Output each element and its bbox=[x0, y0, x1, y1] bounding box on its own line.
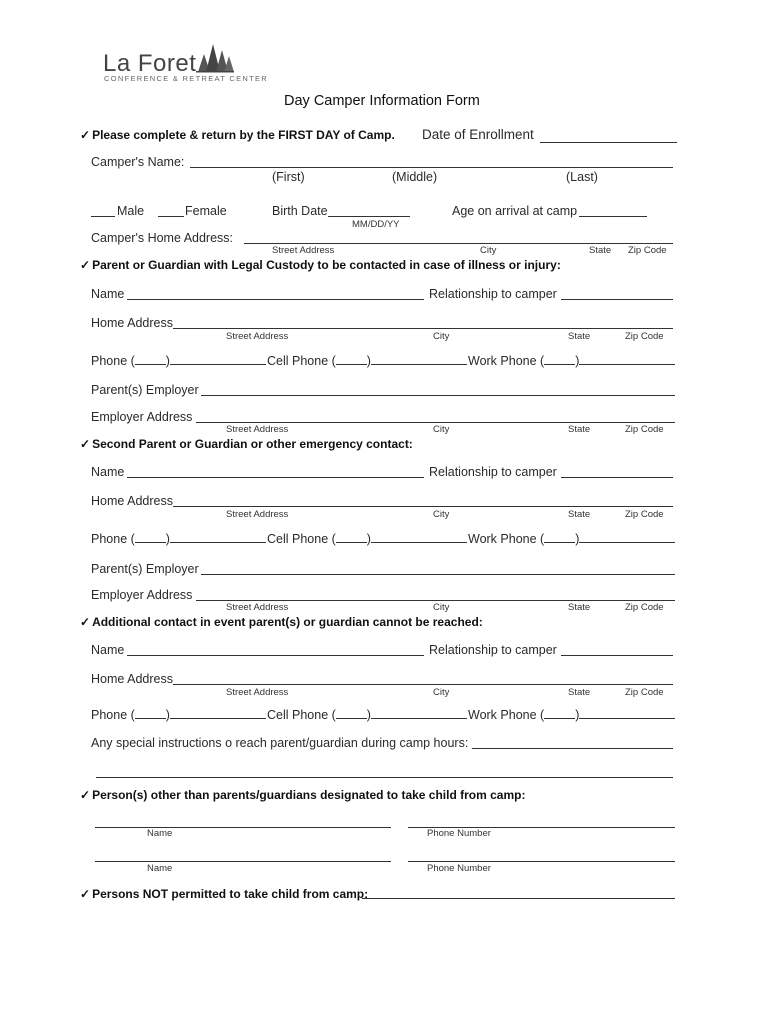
home-address-label: Home Address bbox=[91, 672, 173, 686]
check-icon: ✓ bbox=[80, 887, 91, 901]
additional-address-field[interactable] bbox=[173, 684, 673, 685]
female-label: Female bbox=[185, 204, 227, 218]
relationship-label: Relationship to camper bbox=[429, 287, 557, 301]
relationship-label: Relationship to camper bbox=[429, 465, 557, 479]
work-phone-label: Work Phone ( ) bbox=[468, 354, 675, 368]
city-label: City bbox=[433, 424, 450, 435]
home-address-label: Home Address bbox=[91, 494, 173, 508]
state-label: State bbox=[589, 245, 612, 256]
work-phone-label: Work Phone ( ) bbox=[468, 532, 675, 546]
check-icon: ✓ bbox=[80, 437, 91, 451]
pickup-name-label: Name bbox=[147, 828, 173, 839]
guardian1-relationship-field[interactable] bbox=[561, 299, 673, 300]
city-label: City bbox=[433, 602, 450, 613]
zip-label: Zip Code bbox=[625, 602, 664, 613]
section-pickup: ✓ Person(s) other than parents/guardians designated to take child from camp: bbox=[80, 788, 526, 802]
special-instructions-label: Any special instructions o reach parent/guardian during camp hours: bbox=[91, 736, 469, 750]
male-label: Male bbox=[117, 204, 145, 218]
street-label: Street Address bbox=[226, 331, 289, 342]
section-guardian1: ✓ Parent or Guardian with Legal Custody to be contacted in case of illness or injury: bbox=[80, 258, 561, 272]
employer-label: Parent(s) Employer bbox=[91, 383, 199, 397]
female-field[interactable] bbox=[158, 216, 184, 217]
pickup-phone-label: Phone Number bbox=[427, 863, 491, 874]
cell-phone-label: Cell Phone ( ) bbox=[267, 708, 467, 722]
birth-format-label: MM/DD/YY bbox=[352, 219, 400, 230]
pickup-name-field-2[interactable] bbox=[95, 861, 391, 862]
relationship-label: Relationship to camper bbox=[429, 643, 557, 657]
zip-label: Zip Code bbox=[625, 331, 664, 342]
check-icon: ✓ bbox=[80, 128, 91, 142]
city-label: City bbox=[433, 687, 450, 698]
street-label: Street Address bbox=[226, 509, 289, 520]
tree-logo-icon bbox=[192, 38, 236, 74]
page-title: Day Camper Information Form bbox=[284, 93, 480, 109]
zip-label: Zip Code bbox=[625, 687, 664, 698]
guardian2-address-field[interactable] bbox=[173, 506, 673, 507]
name-label: Name bbox=[91, 643, 125, 657]
logo-subtitle: CONFERENCE & RETREAT CENTER bbox=[104, 74, 269, 83]
phone-label: Phone ( ) bbox=[91, 354, 266, 368]
guardian2-employer-field[interactable] bbox=[201, 574, 675, 575]
cell-phone-label: Cell Phone ( ) bbox=[267, 532, 467, 546]
state-label: State bbox=[568, 602, 591, 613]
phone-label: Phone ( ) bbox=[91, 532, 266, 546]
check-icon: ✓ bbox=[80, 615, 91, 629]
pickup-name-label: Name bbox=[147, 863, 173, 874]
age-field[interactable] bbox=[579, 216, 647, 217]
instructions: ✓ Please complete & return by the FIRST DAY of Camp. bbox=[80, 128, 395, 142]
section-not-permitted: ✓ Persons NOT permitted to take child from camp: bbox=[80, 887, 369, 901]
street-label: Street Address bbox=[226, 424, 289, 435]
logo-name: La Foret bbox=[103, 50, 197, 77]
special-instructions-field[interactable] bbox=[472, 748, 673, 749]
additional-name-field[interactable] bbox=[127, 655, 424, 656]
birth-date-label: Birth Date bbox=[272, 204, 328, 218]
last-label: (Last) bbox=[566, 170, 598, 184]
guardian1-employer-field[interactable] bbox=[201, 395, 675, 396]
camper-name-label: Camper's Name: bbox=[91, 155, 185, 169]
guardian1-employer-address-field[interactable] bbox=[196, 422, 675, 423]
city-label: City bbox=[480, 245, 497, 256]
state-label: State bbox=[568, 424, 591, 435]
street-label: Street Address bbox=[226, 602, 289, 613]
section-additional: ✓ Additional contact in event parent(s) or guardian cannot be reached: bbox=[80, 615, 483, 629]
enrollment-label: Date of Enrollment bbox=[422, 127, 534, 142]
guardian1-name-field[interactable] bbox=[127, 299, 424, 300]
zip-label: Zip Code bbox=[625, 424, 664, 435]
guardian2-name-field[interactable] bbox=[127, 477, 424, 478]
name-label: Name bbox=[91, 465, 125, 479]
city-label: City bbox=[433, 509, 450, 520]
zip-label: Zip Code bbox=[625, 509, 664, 520]
guardian2-employer-address-field[interactable] bbox=[196, 600, 675, 601]
pickup-name-field-1[interactable] bbox=[95, 827, 391, 828]
birth-date-field[interactable] bbox=[328, 216, 410, 217]
state-label: State bbox=[568, 687, 591, 698]
employer-address-label: Employer Address bbox=[91, 588, 193, 602]
name-label: Name bbox=[91, 287, 125, 301]
home-address-label: Home Address bbox=[91, 316, 173, 330]
enrollment-date-field[interactable] bbox=[540, 142, 677, 143]
work-phone-label: Work Phone ( ) bbox=[468, 708, 675, 722]
cell-phone-label: Cell Phone ( ) bbox=[267, 354, 467, 368]
guardian1-address-field[interactable] bbox=[173, 328, 673, 329]
check-icon: ✓ bbox=[80, 788, 91, 802]
camper-name-field[interactable] bbox=[190, 167, 673, 168]
additional-relationship-field[interactable] bbox=[561, 655, 673, 656]
employer-label: Parent(s) Employer bbox=[91, 562, 199, 576]
male-field[interactable] bbox=[91, 216, 115, 217]
street-label: Street Address bbox=[226, 687, 289, 698]
state-label: State bbox=[568, 331, 591, 342]
age-label: Age on arrival at camp bbox=[452, 204, 578, 218]
zip-label: Zip Code bbox=[628, 245, 667, 256]
employer-address-label: Employer Address bbox=[91, 410, 193, 424]
street-label: Street Address bbox=[272, 245, 335, 256]
camper-address-label: Camper's Home Address: bbox=[91, 231, 234, 245]
special-instructions-field-2[interactable] bbox=[96, 777, 673, 778]
not-permitted-field[interactable] bbox=[362, 898, 675, 899]
section-guardian2: ✓ Second Parent or Guardian or other emergency contact: bbox=[80, 437, 413, 451]
first-label: (First) bbox=[272, 170, 305, 184]
guardian2-relationship-field[interactable] bbox=[561, 477, 673, 478]
pickup-phone-label: Phone Number bbox=[427, 828, 491, 839]
pickup-phone-field-2[interactable] bbox=[408, 861, 675, 862]
state-label: State bbox=[568, 509, 591, 520]
middle-label: (Middle) bbox=[392, 170, 438, 184]
phone-label: Phone ( ) bbox=[91, 708, 266, 722]
check-icon: ✓ bbox=[80, 258, 91, 272]
city-label: City bbox=[433, 331, 450, 342]
camper-address-field[interactable] bbox=[244, 243, 673, 244]
